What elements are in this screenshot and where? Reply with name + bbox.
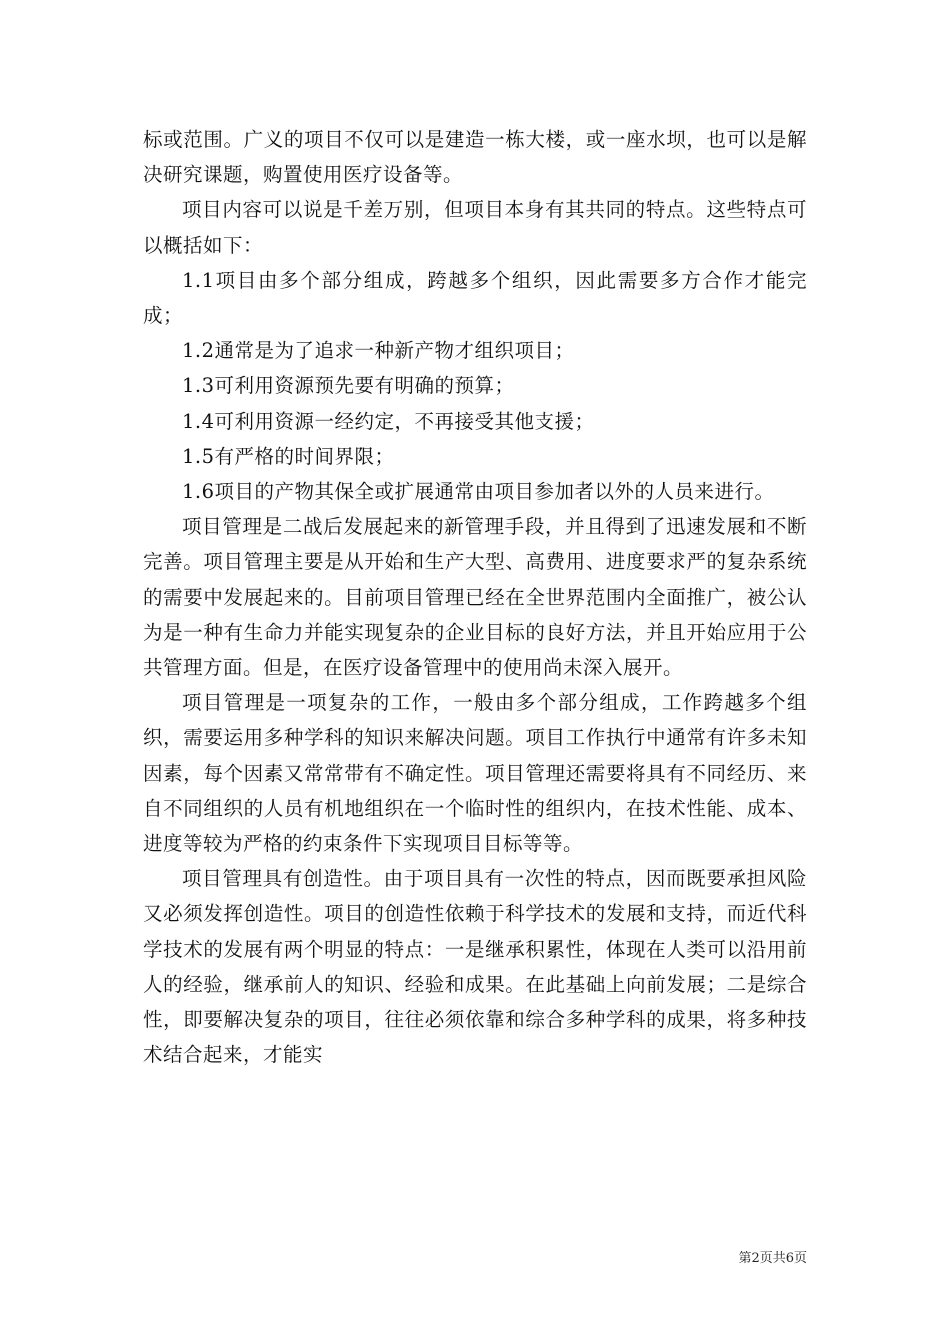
list-item: 1.4可利用资源一经约定，不再接受其他支援； (182, 409, 595, 433)
body-text (143, 122, 807, 1072)
paragraph: 标或范围。广义的项目不仅可以是建造一栋大楼，或一座水坝，也可以是解决研究课题，购置使用医疗设备等。 (143, 128, 807, 187)
paragraph: 项目管理是一项复杂的工作，一般由多个部分组成，工作跨越多个组织，需要运用多种学科的知识来解决问题。项目工作执行中通常有许多未知因素，每个因素又常常带有不确定性。项目管理还需要将具有不同经历、来自不同组织的人员有机地组织在一个临时性的组织内，在技术性能、成本、进度等较为严格的约束条件下实现项目目标等等。 (143, 691, 807, 856)
paragraph: 项目管理具有创造性。由于项目具有一次性的特点，因而既要承担风险又必须发挥创造性。项目的创造性依赖于科学技术的发展和支持，而近代科学技术的发展有两个明显的特点：一是继承积累性，体现在人类可以沿用前人的经验，继承前人的知识、经验和成果。在此基础上向前发展；二是综合性，即要解决复杂的项目，往往必须依靠和综合多种学科的成果，将多种技术结合起来，才能实 (143, 867, 807, 1067)
list-item: 1.1项目由多个部分组成，跨越多个组织，因此需要多方合作才能完成； (143, 268, 807, 328)
list-item: 1.3可利用资源预先要有明确的预算； (182, 374, 515, 398)
page-number: 第2页共6页 (738, 1251, 807, 1266)
list-item: 1.2通常是为了追求一种新产物才组织项目； (182, 339, 575, 363)
paragraph: 项目内容可以说是千差万别，但项目本身有其共同的特点。这些特点可以概括如下： (143, 198, 807, 257)
list-item: 1.5有严格的时间界限； (182, 444, 395, 468)
paragraph: 项目管理是二战后发展起来的新管理手段，并且得到了迅速发展和不断完善。项目管理主要是从开始和生产大型、高费用、进度要求严的复杂系统的需要中发展起来的。目前项目管理已经在全世界范围内全面推广，被公认为是一种有生命力并能实现复杂的企业目标的良好方法，并且开始应用于公共管理方面。但是，在医疗设备管理中的使用尚未深入展开。 (143, 515, 807, 680)
list-item: 1.6项目的产物其保全或扩展通常由项目参加者以外的人员来进行。 (182, 480, 775, 504)
